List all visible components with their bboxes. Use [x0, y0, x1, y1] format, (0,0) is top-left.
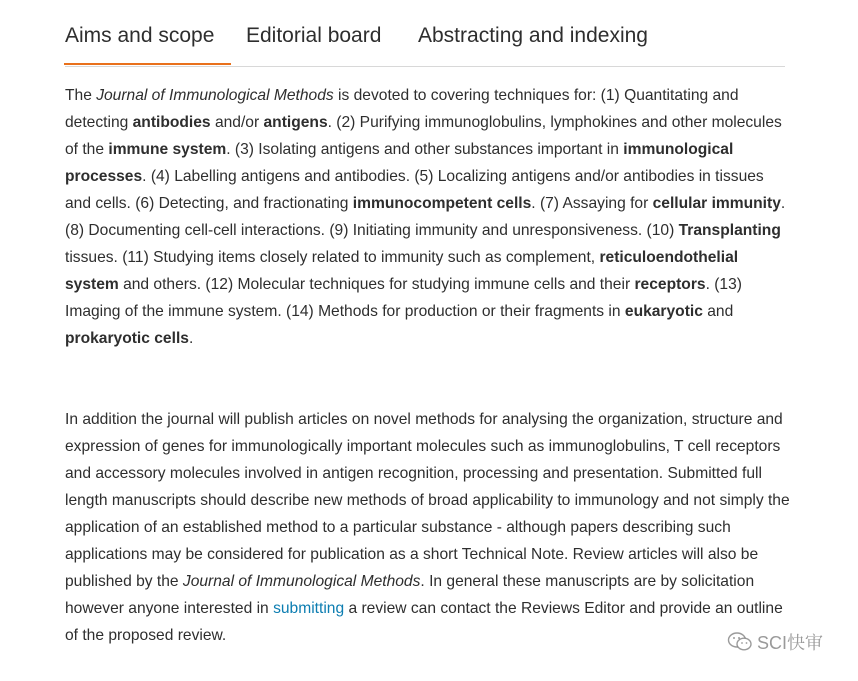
keyword: cellular immunity [652, 195, 781, 212]
text: . [188, 330, 194, 347]
keyword: receptors [634, 276, 706, 293]
keyword: immune system [108, 141, 227, 158]
text: . (13) Imaging of the immune system. (14) Methods for production or their fragments in [65, 276, 742, 320]
keyword: immunological processes [65, 141, 734, 185]
keyword: reticuloendothelial system [65, 249, 739, 293]
text: and/or [210, 114, 264, 131]
additional-scope-paragraph [65, 406, 790, 649]
aims-and-scope-content [65, 82, 790, 649]
keyword: prokaryotic cells [65, 330, 189, 347]
journal-name: Journal of Immunological Methods [96, 87, 334, 104]
watermark [727, 630, 823, 654]
text: . (3) Isolating antigens and other substances important in [226, 141, 624, 158]
text: a review can contact the Reviews Editor and provide an outline of the proposed review. [65, 600, 783, 644]
text: and [702, 303, 734, 320]
keyword: antigens [263, 114, 328, 131]
tab-abstracting-and-indexing[interactable]: Abstracting and indexing [418, 24, 648, 47]
keyword: immunocompetent cells [352, 195, 532, 212]
text: tissues. (11) Studying items closely related to immunity such as complement, [65, 249, 600, 266]
text: . (2) Purifying immunoglobulins, lymphokines and other molecules of the [65, 114, 782, 158]
submitting-link[interactable]: submitting [273, 600, 345, 617]
text: . In general these manuscripts are by solicitation however anyone interested in [65, 573, 755, 617]
text: The [65, 87, 97, 104]
keyword: antibodies [132, 114, 211, 131]
scope-paragraph [65, 82, 790, 352]
keyword: Transplanting [678, 222, 781, 239]
watermark-text: SCI快审 [757, 633, 824, 653]
tab-aims-and-scope[interactable]: Aims and scope [65, 24, 215, 47]
text: . (7) Assaying for [531, 195, 653, 212]
journal-name: Journal of Immunological Methods [182, 573, 421, 590]
text: . (8) Documenting cell-cell interactions. (9) Initiating immunity and unresponsiveness. (10) [65, 195, 786, 239]
text: . (4) Labelling antigens and antibodies. (5) Localizing antigens and/or antibodies in tissues and cells. (6) Detecting, and fractionating [65, 168, 764, 212]
tab-editorial-board[interactable]: Editorial board [246, 24, 382, 47]
wechat-icon [727, 631, 753, 653]
text: and others. (12) Molecular techniques for studying immune cells and their [118, 276, 635, 293]
text: is devoted to covering techniques for: (1) Quantitating and detecting [65, 87, 739, 131]
text: In addition the journal will publish articles on novel methods for analysing the organization, structure and expression of genes for immunologically important molecules such as immunoglobulins, T cell receptors and accessory molecules involved in antigen recognition, processing and presentation. Submitted full length manuscripts should describe new methods of broad applicability to immunology and not simply the application of an established method to a particular substance - although papers describing such applications may be considered for publication as a short Technical Note. Review articles will also be published by the [65, 411, 790, 590]
keyword: eukaryotic [624, 303, 703, 320]
tab-bar [65, 0, 785, 67]
